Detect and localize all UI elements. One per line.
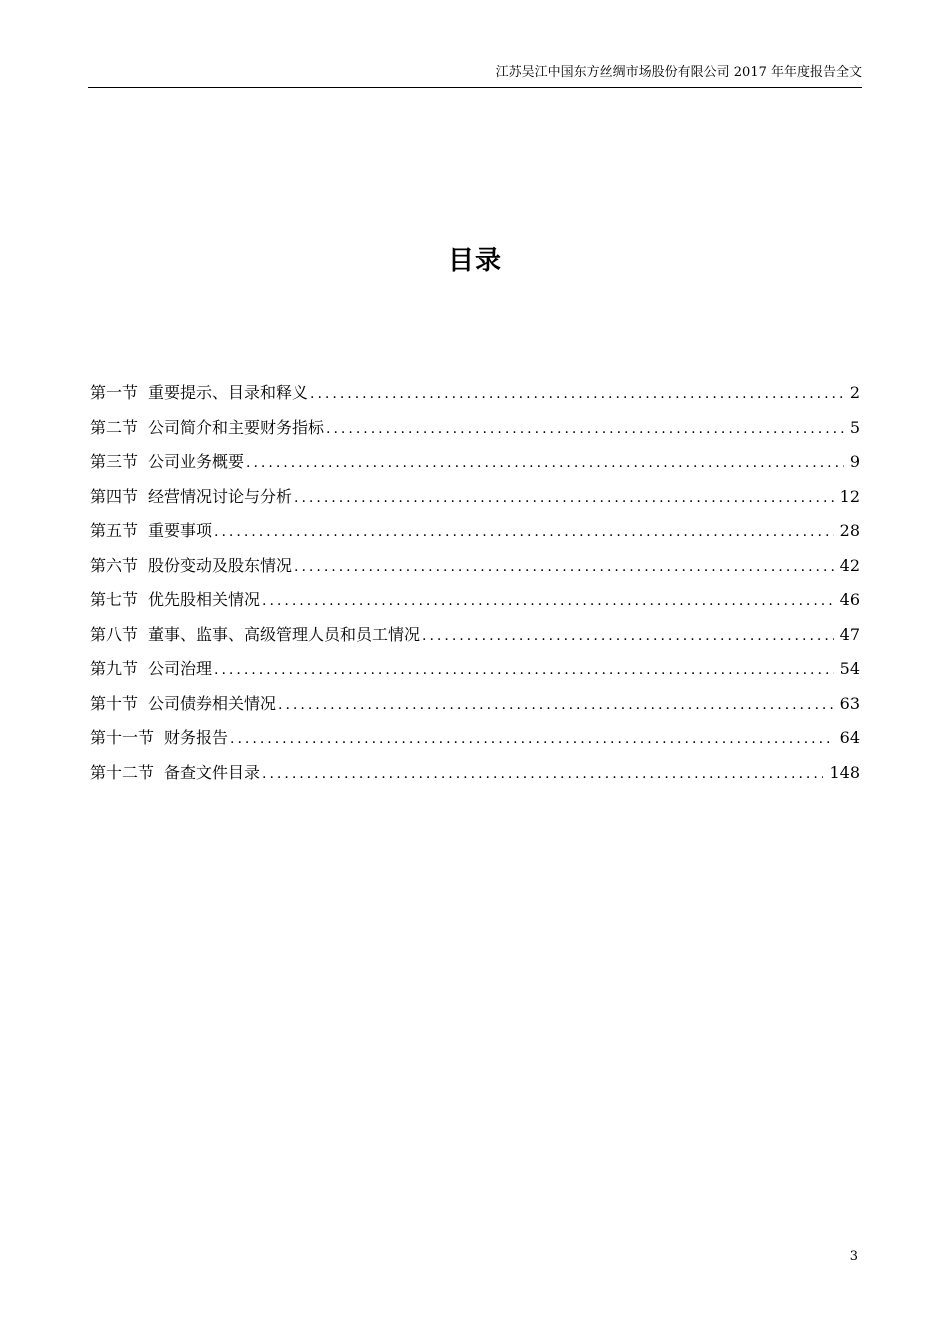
toc-page-number: 148 xyxy=(829,762,860,782)
toc-dot-leader xyxy=(422,621,834,651)
toc-dot-leader xyxy=(326,414,844,444)
toc-page-number: 5 xyxy=(849,417,860,437)
toc-section-number: 第十二节 xyxy=(90,762,155,782)
toc-page-number: 2 xyxy=(849,383,860,402)
toc-section-number: 第三节 xyxy=(90,452,139,471)
toc-section-title: 董事、监事、高级管理人员和员工情况 xyxy=(148,624,421,644)
toc-page-number: 12 xyxy=(839,486,860,506)
toc-section-number: 第六节 xyxy=(90,555,139,575)
toc-entry-3[interactable] xyxy=(90,447,860,482)
toc-section-number: 第七节 xyxy=(90,590,139,609)
toc-page-number: 9 xyxy=(849,452,860,471)
toc-entry-6[interactable] xyxy=(90,551,860,586)
toc-entry-4[interactable] xyxy=(90,482,860,517)
toc-section-number: 第四节 xyxy=(90,486,139,506)
toc-page-number: 46 xyxy=(839,590,860,609)
toc-entry-9[interactable] xyxy=(90,654,860,689)
toc-section-title: 优先股相关情况 xyxy=(148,590,261,609)
toc-entry-12[interactable] xyxy=(90,758,860,793)
toc-section-title: 公司简介和主要财务指标 xyxy=(148,417,325,437)
toc-page-number: 64 xyxy=(839,728,860,747)
toc-section-title: 重要提示、目录和释义 xyxy=(148,383,309,402)
toc-dot-leader xyxy=(294,552,834,582)
toc-page-number: 54 xyxy=(839,659,860,678)
toc-dot-leader xyxy=(214,655,834,685)
table-of-contents xyxy=(90,378,860,792)
toc-section-number: 第十节 xyxy=(90,693,139,713)
toc-section-title: 重要事项 xyxy=(148,521,213,540)
toc-dot-leader xyxy=(294,483,834,513)
running-header: 江苏吴江中国东方丝绸市场股份有限公司 2017 年年度报告全文 xyxy=(495,65,862,80)
toc-dot-leader xyxy=(278,690,834,720)
toc-section-title: 公司业务概要 xyxy=(148,452,245,471)
toc-section-number: 第二节 xyxy=(90,417,139,437)
toc-entry-1[interactable] xyxy=(90,378,860,413)
toc-section-number: 第九节 xyxy=(90,659,139,678)
toc-page-number: 42 xyxy=(839,555,860,575)
toc-dot-leader xyxy=(262,759,823,789)
toc-page-number: 47 xyxy=(839,624,860,644)
toc-entry-2[interactable] xyxy=(90,413,860,448)
toc-section-title: 备查文件目录 xyxy=(164,762,261,782)
toc-entry-10[interactable] xyxy=(90,689,860,724)
page-title: 目录 xyxy=(447,246,502,277)
toc-entry-5[interactable] xyxy=(90,516,860,551)
toc-section-title: 公司债券相关情况 xyxy=(148,693,277,713)
toc-section-number: 第五节 xyxy=(90,521,139,540)
page-number: 3 xyxy=(849,1249,858,1264)
toc-section-number: 第一节 xyxy=(90,383,139,402)
toc-entry-11[interactable] xyxy=(90,723,860,758)
toc-dot-leader xyxy=(246,448,844,478)
toc-section-title: 财务报告 xyxy=(164,728,229,747)
toc-dot-leader xyxy=(310,379,844,409)
toc-dot-leader xyxy=(262,586,834,616)
header-divider xyxy=(88,87,862,88)
toc-section-number: 第八节 xyxy=(90,624,139,644)
toc-dot-leader xyxy=(214,517,834,547)
toc-page-number: 28 xyxy=(839,521,860,540)
toc-page-number: 63 xyxy=(839,693,860,713)
toc-section-number: 第十一节 xyxy=(90,728,155,747)
toc-section-title: 经营情况讨论与分析 xyxy=(148,486,293,506)
toc-section-title: 公司治理 xyxy=(148,659,213,678)
toc-section-title: 股份变动及股东情况 xyxy=(148,555,293,575)
toc-entry-7[interactable] xyxy=(90,585,860,620)
toc-dot-leader xyxy=(230,724,834,754)
toc-entry-8[interactable] xyxy=(90,620,860,655)
